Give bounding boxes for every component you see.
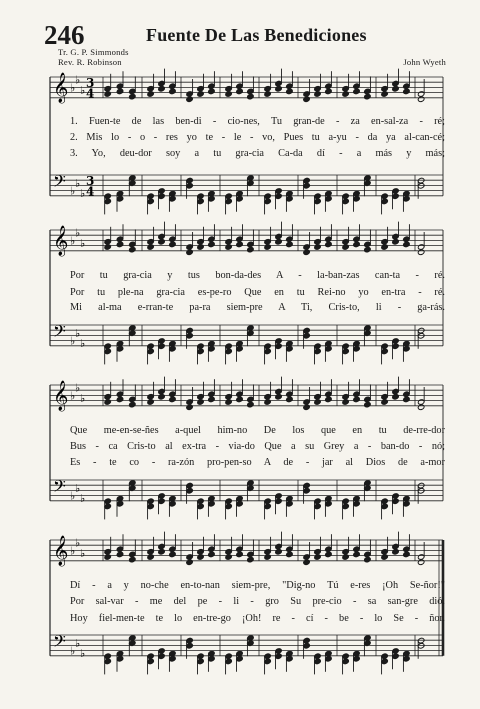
- author-credit: Rev. R. Robinson: [58, 57, 122, 67]
- treble-note: [264, 91, 271, 97]
- treble-note: [392, 549, 399, 555]
- treble-note: [403, 241, 410, 247]
- flat-sign: ♭: [75, 226, 81, 240]
- treble-note: [275, 86, 282, 92]
- treble-note: [147, 91, 154, 97]
- treble-note: [314, 399, 321, 405]
- treble-note: [314, 554, 321, 560]
- treble-note: [417, 249, 424, 255]
- verse-line: Por tu gra-cia y tus bon-da-des A - la-ban-zas can-ta - ré.: [70, 270, 445, 281]
- treble-note: [116, 241, 123, 247]
- treble-clef: 𝄞: [53, 536, 69, 566]
- treble-note: [325, 396, 332, 402]
- verse-line: Es - te co - ra-zón pro-pen-so A de - jar al Dios de a-mor: [70, 457, 445, 468]
- flat-sign: ♭: [70, 184, 76, 198]
- time-signature-bottom: 4: [86, 184, 95, 199]
- treble-note: [186, 249, 193, 255]
- flat-sign: ♭: [80, 187, 86, 201]
- treble-note: [236, 241, 243, 247]
- bass-clef: 𝄢: [53, 321, 66, 345]
- treble-note: [364, 246, 371, 252]
- verse-line: Por sal-var - me del pe - li - gro Su pre-cio - sa san-gre dió.: [70, 596, 445, 607]
- treble-note: [236, 396, 243, 402]
- treble-note: [417, 96, 424, 102]
- treble-note: [381, 399, 388, 405]
- treble-note: [403, 88, 410, 94]
- treble-note: [104, 91, 111, 97]
- flat-sign: ♭: [75, 73, 81, 87]
- treble-note: [275, 239, 282, 245]
- treble-note: [236, 551, 243, 557]
- flat-sign: ♭: [80, 392, 86, 405]
- treble-note: [286, 551, 293, 557]
- treble-note: [342, 244, 349, 250]
- treble-note: [247, 93, 254, 99]
- treble-note: [303, 404, 310, 410]
- treble-note: [129, 246, 136, 252]
- treble-note: [129, 401, 136, 407]
- flat-sign: ♭: [80, 647, 86, 661]
- treble-note: [129, 93, 136, 99]
- verse-line: Hoy fiel-men-te te lo en-tre-go ¡Oh! re - cí - be - lo Se - ñor.: [70, 613, 445, 624]
- treble-note: [381, 244, 388, 250]
- treble-note: [208, 88, 215, 94]
- treble-note: [186, 96, 193, 102]
- treble-note: [286, 396, 293, 402]
- treble-note: [147, 399, 154, 405]
- flat-sign: ♭: [70, 81, 76, 95]
- treble-note: [403, 396, 410, 402]
- verse-line: Dí - a y no-che en-to-nan siem-pre, "Dig-no Tú e-res ¡Oh Se-ñor!": [70, 580, 445, 591]
- treble-note: [158, 549, 165, 555]
- verse-line: Bus - ca Cris-to al ex-tra - via-do Que a su Grey a - ban-do - nó;: [70, 441, 445, 452]
- hymn-number: 246: [44, 20, 85, 50]
- flat-sign: ♭: [75, 176, 81, 190]
- flat-sign: ♭: [70, 644, 76, 658]
- treble-note: [169, 88, 176, 94]
- treble-note: [403, 551, 410, 557]
- flat-sign: ♭: [70, 234, 76, 248]
- treble-note: [104, 399, 111, 405]
- treble-clef: 𝄞: [53, 381, 69, 411]
- flat-sign: ♭: [70, 489, 76, 503]
- treble-note: [129, 556, 136, 562]
- treble-note: [208, 241, 215, 247]
- treble-note: [303, 559, 310, 565]
- treble-note: [364, 556, 371, 562]
- treble-note: [225, 91, 232, 97]
- treble-note: [186, 559, 193, 565]
- treble-note: [275, 549, 282, 555]
- flat-sign: ♭: [75, 536, 81, 550]
- treble-note: [303, 249, 310, 255]
- treble-note: [247, 556, 254, 562]
- treble-note: [158, 239, 165, 245]
- flat-sign: ♭: [70, 389, 76, 403]
- verse-line: Mi al-ma e-rran-te pa-ra siem-pre A Ti, Cris-to, li - ga-rás.: [70, 302, 445, 313]
- treble-note: [286, 241, 293, 247]
- flat-sign: ♭: [75, 481, 81, 495]
- treble-note: [392, 394, 399, 400]
- treble-note: [381, 554, 388, 560]
- treble-note: [158, 86, 165, 92]
- treble-note: [392, 239, 399, 245]
- treble-note: [342, 554, 349, 560]
- treble-note: [158, 394, 165, 400]
- treble-note: [342, 399, 349, 405]
- treble-note: [364, 401, 371, 407]
- treble-note: [104, 554, 111, 560]
- flat-sign: ♭: [75, 381, 81, 395]
- treble-note: [392, 86, 399, 92]
- treble-note: [325, 551, 332, 557]
- time-signature-top: 3: [86, 174, 95, 188]
- treble-note: [169, 241, 176, 247]
- verse-line: 1. Fuen-te de las ben-di - cio-nes, Tu gran-de - za en-sal-za - ré;: [70, 116, 445, 127]
- treble-note: [169, 396, 176, 402]
- treble-note: [264, 554, 271, 560]
- time-signature-bottom: 4: [86, 86, 95, 101]
- treble-note: [208, 396, 215, 402]
- translator-credit: Tr. G. P. Simmonds: [58, 47, 129, 57]
- treble-note: [147, 554, 154, 560]
- treble-note: [353, 241, 360, 247]
- treble-note: [197, 244, 204, 250]
- treble-note: [225, 244, 232, 250]
- flat-sign: ♭: [75, 326, 81, 340]
- treble-note: [104, 244, 111, 250]
- treble-note: [247, 401, 254, 407]
- treble-note: [236, 88, 243, 94]
- treble-note: [303, 96, 310, 102]
- treble-note: [353, 551, 360, 557]
- treble-note: [169, 551, 176, 557]
- treble-note: [417, 404, 424, 410]
- verse-line: 3. Yo, deu-dor soy a tu gra-cia Ca-da dí - a más y más;: [70, 148, 445, 159]
- flat-sign: ♭: [80, 547, 86, 560]
- verse-line: Por tu ple-na gra-cia es-pe-ro Que en tu Rei-no yo en-tra - ré.: [70, 287, 445, 298]
- treble-note: [208, 551, 215, 557]
- treble-note: [247, 246, 254, 252]
- flat-sign: ♭: [80, 84, 86, 97]
- bass-clef: 𝄢: [53, 476, 66, 500]
- treble-note: [197, 399, 204, 405]
- verse-line: 2. Mis lo - o - res yo te - le - vo, Pues tu a-yu - da ya al-can-cé;: [70, 132, 445, 143]
- treble-note: [353, 396, 360, 402]
- flat-sign: ♭: [70, 334, 76, 348]
- treble-note: [116, 551, 123, 557]
- flat-sign: ♭: [80, 337, 86, 351]
- treble-note: [381, 91, 388, 97]
- treble-note: [286, 88, 293, 94]
- treble-note: [353, 88, 360, 94]
- composer-credit: John Wyeth: [403, 57, 446, 67]
- bass-clef: 𝄢: [53, 171, 66, 195]
- flat-sign: ♭: [80, 237, 86, 250]
- treble-note: [197, 554, 204, 560]
- treble-note: [186, 404, 193, 410]
- hymn-title: Fuente De Las Benediciones: [146, 25, 367, 45]
- treble-note: [275, 394, 282, 400]
- treble-note: [314, 244, 321, 250]
- treble-note: [325, 241, 332, 247]
- flat-sign: ♭: [80, 492, 86, 506]
- treble-note: [116, 88, 123, 94]
- flat-sign: ♭: [75, 636, 81, 650]
- treble-note: [342, 91, 349, 97]
- treble-note: [116, 396, 123, 402]
- treble-note: [314, 91, 321, 97]
- treble-note: [225, 399, 232, 405]
- time-signature-top: 3: [86, 76, 95, 90]
- treble-clef: 𝄞: [53, 73, 69, 103]
- treble-note: [264, 399, 271, 405]
- treble-note: [225, 554, 232, 560]
- treble-note: [147, 244, 154, 250]
- treble-note: [364, 93, 371, 99]
- treble-note: [325, 88, 332, 94]
- verse-line: Que me-en-se-ñes a-quel him-no De los que en tu de-rre-dor: [70, 425, 445, 436]
- treble-note: [264, 244, 271, 250]
- flat-sign: ♭: [70, 544, 76, 558]
- treble-note: [417, 559, 424, 565]
- treble-note: [197, 91, 204, 97]
- bass-clef: 𝄢: [53, 631, 66, 655]
- treble-clef: 𝄞: [53, 226, 69, 256]
